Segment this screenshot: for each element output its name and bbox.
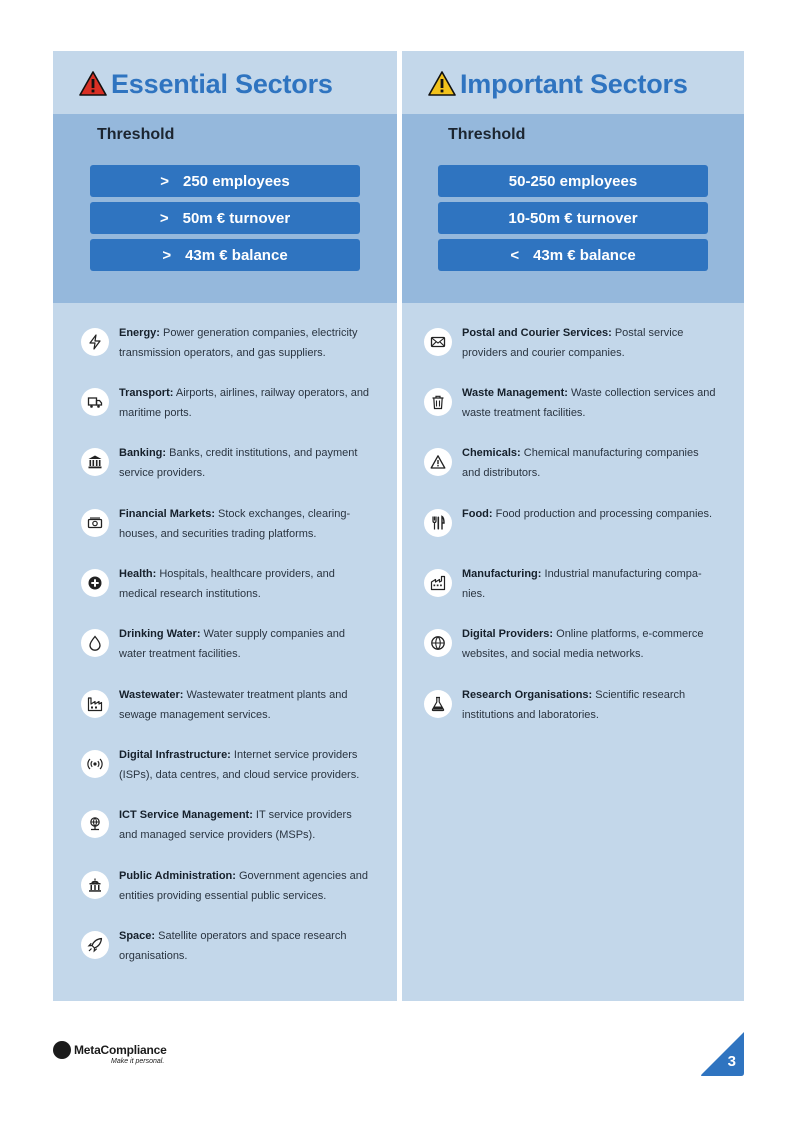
list-item: Banking: Banks, credit institutions, and payment service providers. — [53, 443, 397, 493]
list-item: Chemicals: Chemical manufacturing companies and distributors. — [402, 443, 744, 493]
list-item: Waste Management: Waste collection services and waste treatment facilities. — [402, 383, 744, 433]
essential-threshold-panel — [53, 114, 397, 303]
list-item: Manufacturing: Industrial manufacturing compa-nies. — [402, 564, 744, 614]
metacompliance-logo — [53, 1041, 167, 1065]
threshold-label: Threshold — [448, 126, 526, 143]
water-drop-icon — [81, 629, 109, 657]
list-item: Drinking Water: Water supply companies and water treatment facilities. — [53, 624, 397, 674]
logo-tagline: Make it personal. — [111, 1058, 165, 1065]
page-number: 3 — [727, 1053, 736, 1070]
manufacturing-icon — [424, 569, 452, 597]
list-item: Digital Providers: Online platforms, e-commerce websites, and social media networks. — [402, 624, 744, 674]
threshold-employees: 50-250 employees — [438, 165, 708, 197]
threshold-balance: > 43m € balance — [90, 239, 360, 271]
list-item: Postal and Courier Services: Postal service providers and courier companies. — [402, 323, 744, 373]
hazard-icon — [424, 448, 452, 476]
lightning-icon — [81, 328, 109, 356]
truck-icon — [81, 388, 109, 416]
threshold-label: Threshold — [97, 126, 175, 143]
list-item: Transport: Airports, airlines, railway operators, and maritime ports. — [53, 383, 397, 433]
important-sectors-column — [402, 51, 744, 1001]
bank-icon — [81, 448, 109, 476]
important-title — [428, 67, 688, 101]
list-item: Digital Infrastructure: Internet service providers (ISPs), data centres, and cloud service providers. — [53, 745, 397, 795]
list-item: Public Administration: Government agencies and entities providing essential public services. — [53, 866, 397, 916]
envelope-icon — [424, 328, 452, 356]
money-icon — [81, 509, 109, 537]
essential-title-text: Essential Sectors — [111, 68, 333, 99]
medical-cross-icon — [81, 569, 109, 597]
important-title-text: Important Sectors — [460, 68, 688, 99]
warning-yellow-icon — [428, 70, 456, 98]
list-item: ICT Service Management: IT service providers and managed service providers (MSPs). — [53, 805, 397, 855]
list-item: Wastewater: Wastewater treatment plants and sewage management services. — [53, 685, 397, 735]
threshold-balance: < 43m € balance — [438, 239, 708, 271]
list-item: Energy: Power generation companies, electricity transmission operators, and gas suppliers. — [53, 323, 397, 373]
trash-icon — [424, 388, 452, 416]
threshold-turnover: 10-50m € turnover — [438, 202, 708, 234]
warning-red-icon — [79, 70, 107, 98]
threshold-employees: > 250 employees — [90, 165, 360, 197]
list-item: Space: Satellite operators and space research organisations. — [53, 926, 397, 976]
page-corner-triangle-icon — [700, 1032, 746, 1076]
essential-title — [79, 67, 333, 101]
cutlery-icon — [424, 509, 452, 537]
logo-mark-icon — [53, 1041, 71, 1059]
flask-icon — [424, 690, 452, 718]
logo-name: MetaCompliance — [74, 1043, 167, 1057]
globe-icon — [424, 629, 452, 657]
rocket-icon — [81, 931, 109, 959]
list-item: Financial Markets: Stock exchanges, clearing-houses, and securities trading platforms. — [53, 504, 397, 554]
essential-sectors-column — [53, 51, 397, 1001]
threshold-turnover: > 50m € turnover — [90, 202, 360, 234]
page-number-badge — [700, 1032, 746, 1076]
list-item: Research Organisations: Scientific research institutions and laboratories. — [402, 685, 744, 735]
broadcast-icon — [81, 750, 109, 778]
factory-icon — [81, 690, 109, 718]
government-building-icon — [81, 871, 109, 899]
list-item: Health: Hospitals, healthcare providers, and medical research institutions. — [53, 564, 397, 614]
network-icon — [81, 810, 109, 838]
important-threshold-panel — [402, 114, 744, 303]
list-item: Food: Food production and processing companies. — [402, 504, 744, 554]
